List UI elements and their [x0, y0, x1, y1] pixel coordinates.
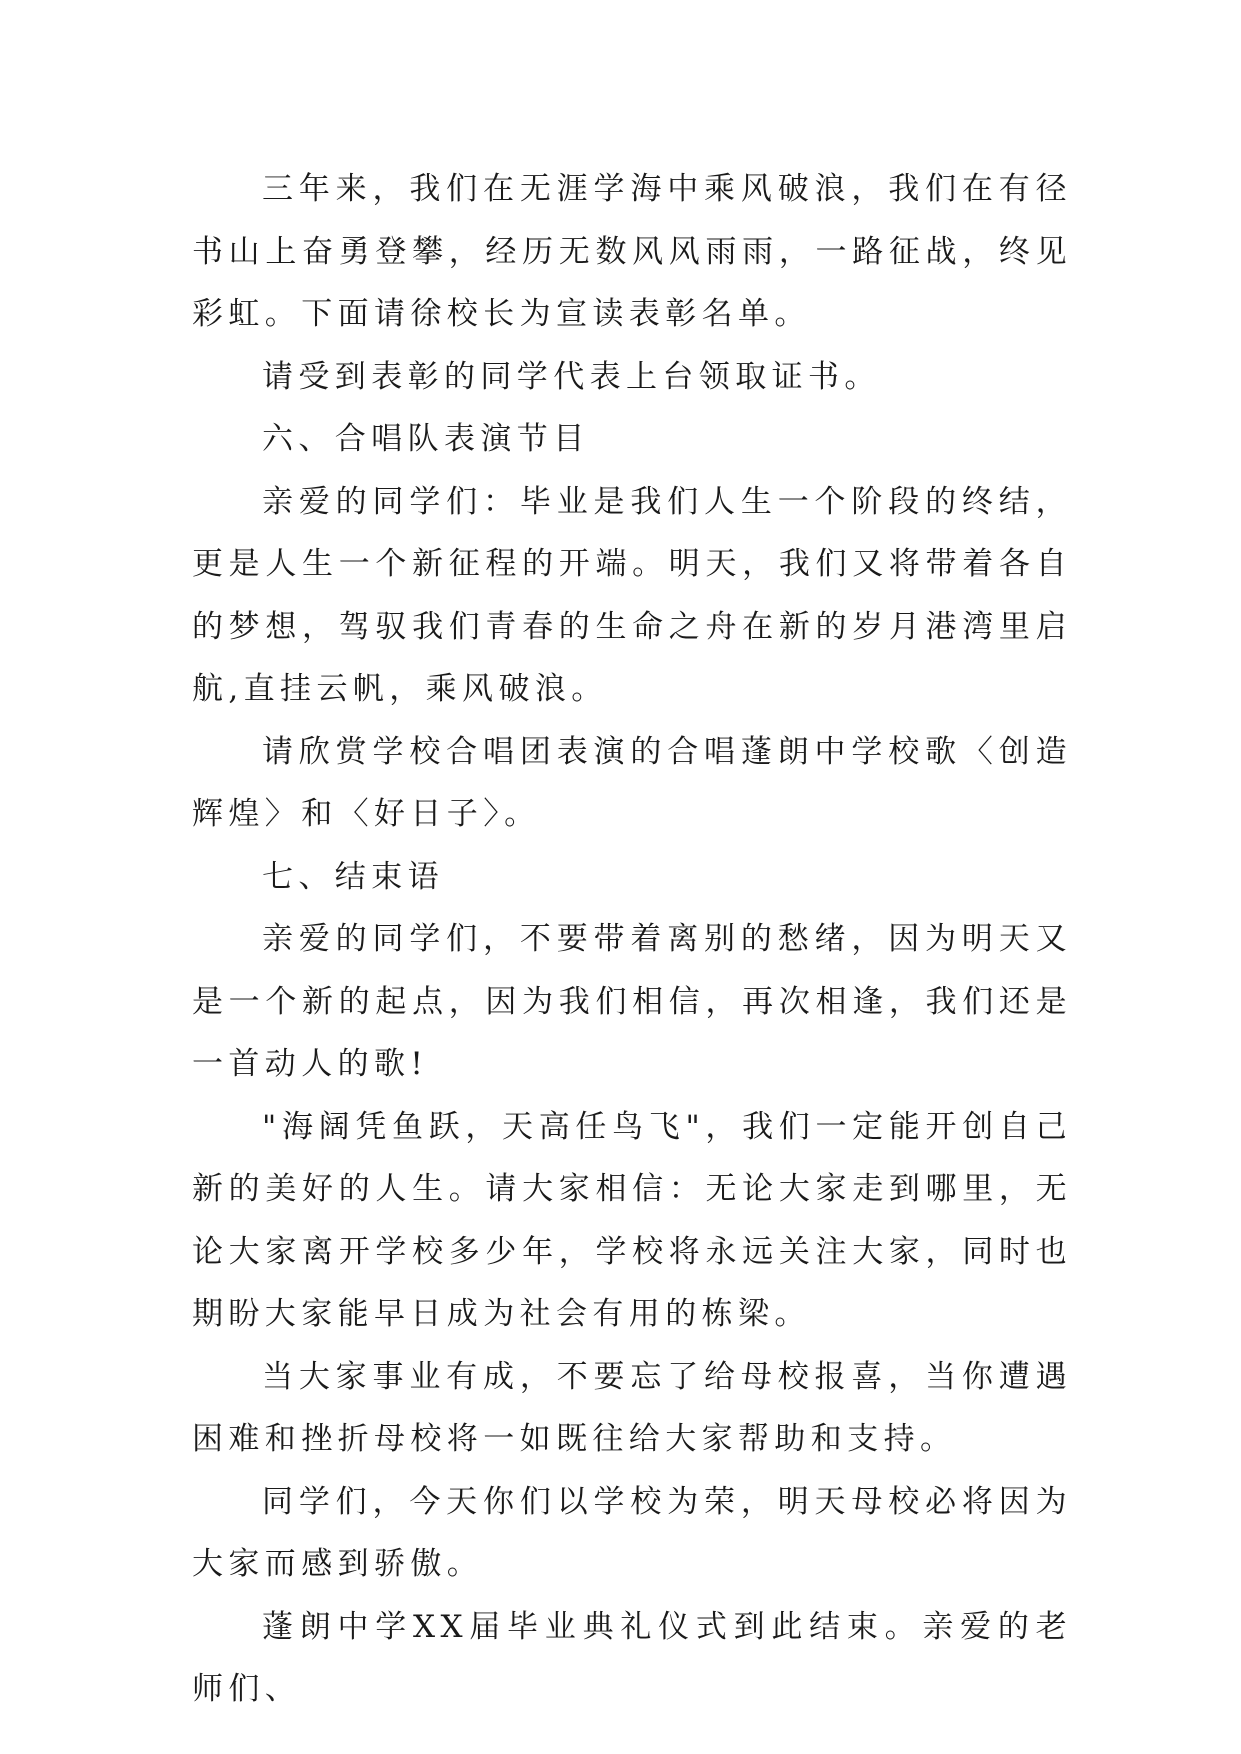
paragraph-graduation: 亲爱的同学们：毕业是我们人生一个阶段的终结，更是人生一个新征程的开端。明天，我们又将带着各自的梦想，驾驭我们青春的生命之舟在新的岁月港湾里启航,直挂云帆，乘风破浪。 [192, 483, 1072, 707]
paragraph-pride: 同学们，今天你们以学校为荣，明天母校必将因为大家而感到骄傲。 [192, 1483, 1072, 1582]
paragraph-award: 请受到表彰的同学代表上台领取证书。 [262, 358, 881, 395]
paragraph-success: 当大家事业有成，不要忘了给母校报喜，当你遭遇困难和挫折母校将一如既往给大家帮助和支持。 [192, 1358, 1072, 1457]
paragraph-closing: 蓬朗中学XX届毕业典礼仪式到此结束。亲爱的老师们、 [192, 1608, 1072, 1707]
paragraph-choir: 请欣赏学校合唱团表演的合唱蓬朗中学校歌〈创造辉煌〉和〈好日子〉。 [192, 733, 1072, 832]
document-body [192, 158, 1072, 1721]
paragraph-future: "海阔凭鱼跃，天高任鸟飞"，我们一定能开创自己新的美好的人生。请大家相信：无论大家走到哪里，无论大家离开学校多少年，学校将永远关注大家，同时也期盼大家能早日成为社会有用的栋梁。 [192, 1108, 1072, 1332]
paragraph-farewell: 亲爱的同学们，不要带着离别的愁绪，因为明天又是一个新的起点，因为我们相信，再次相逢，我们还是一首动人的歌! [192, 921, 1072, 1082]
section-heading-seven: 七、结束语 [262, 858, 444, 895]
section-heading-six: 六、合唱队表演节目 [262, 421, 590, 457]
paragraph-intro: 三年来，我们在无涯学海中乘风破浪，我们在有径书山上奋勇登攀，经历无数风风雨雨，一路征战，终见彩虹。下面请徐校长为宣读表彰名单。 [192, 171, 1072, 332]
